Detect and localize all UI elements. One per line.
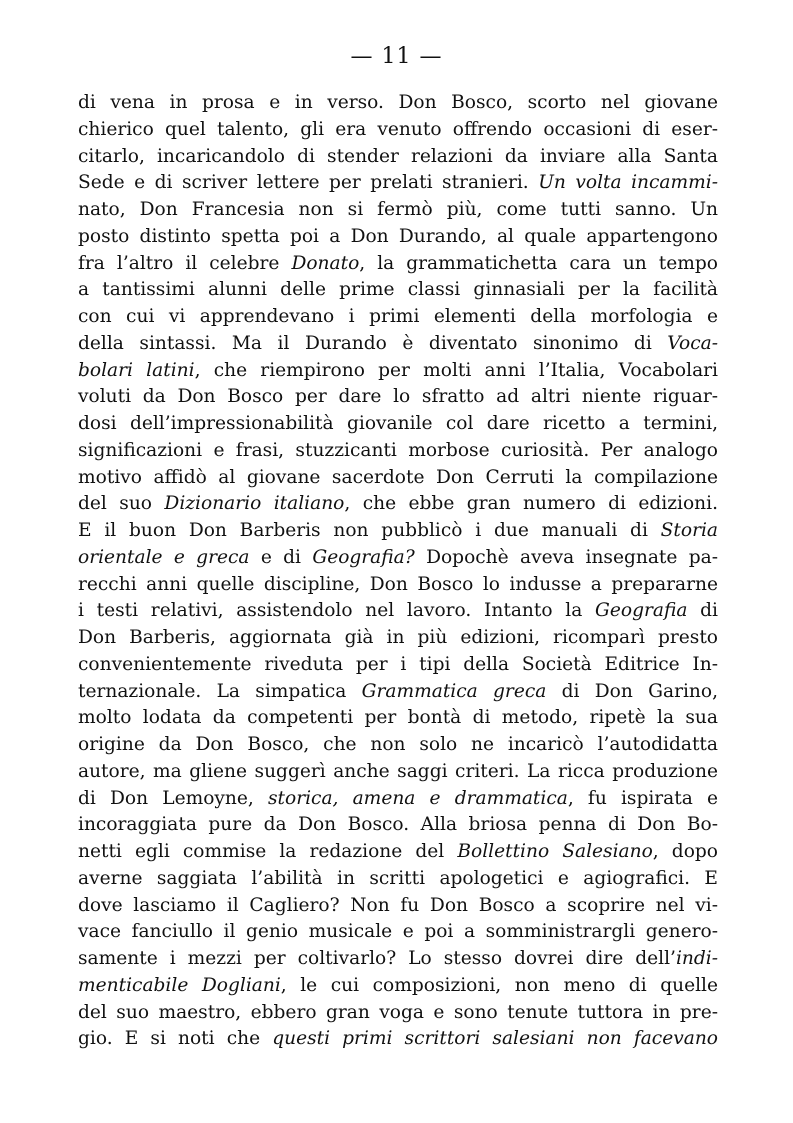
text-line: chierico quel talento, gli era venuto offrendo occasioni di eser- — [78, 118, 718, 140]
text-line: di Don Lemoyne, storica, amena e drammatica, fu ispirata e — [78, 787, 718, 809]
text-line: molto lodata da competenti per bontà di metodo, ripetè la sua — [78, 707, 718, 729]
text-line: i testi relativi, assistendolo nel lavoro. Intanto la Geografia di — [78, 600, 718, 622]
text-line: incoraggiata pure da Don Bosco. Alla briosa penna di Don Bo- — [78, 814, 718, 836]
text-line: motivo affidò al giovane sacerdote Don Cerruti la compilazione — [78, 466, 718, 488]
text-line: orientale e greca e di Geografia? Dopochè aveva insegnate pa- — [78, 546, 719, 568]
text-line: dove lasciamo il Cagliero? Non fu Don Bosco a scoprire nel vi- — [78, 894, 718, 916]
text-line: Sede e di scriver lettere per prelati stranieri. Un volta incammi- — [78, 172, 718, 194]
text-line: di vena in prosa e in verso. Don Bosco, scorto nel giovane — [78, 92, 718, 113]
text-line: origine da Don Bosco, che non solo ne incaricò l’autodidatta — [78, 734, 718, 755]
text-line: della sintassi. Ma il Durando è diventato sinonimo di Voca- — [78, 332, 718, 354]
text-line: autore, ma gliene suggerì anche saggi criteri. La ricca produzione — [78, 760, 718, 782]
text-line: bolari latini, che riempirono per molti anni l’Italia, Vocabolari — [78, 359, 718, 381]
text-line: recchi anni quelle discipline, Don Bosco lo indusse a prepararne — [78, 573, 718, 595]
text-line: fra l’altro il celebre Donato, la grammatichetta cara un tempo — [78, 252, 719, 274]
text-line: del suo Dizionario italiano, che ebbe gran numero di edizioni. — [78, 493, 718, 515]
body-text — [78, 90, 718, 1053]
text-line: citarlo, incaricandolo di stender relazioni da inviare alla Santa — [78, 145, 718, 167]
text-line: del suo maestro, ebbero gran voga e sono tenute tuttora in pre- — [78, 1001, 718, 1023]
text-line: ternazionale. La simpatica Grammatica greca di Don Garino, — [78, 680, 718, 702]
text-line: samente i mezzi per coltivarlo? Lo stesso dovrei dire dell’indi- — [78, 948, 718, 969]
text-line: a tantissimi alunni delle prime classi ginnasiali per la facilità — [78, 279, 718, 301]
text-line: convenientemente riveduta per i tipi della Società Editrice In- — [78, 653, 718, 675]
text-line: menticabile Dogliani, le cui composizioni, non meno di quelle — [78, 974, 718, 996]
text-line: con cui vi apprendevano i primi elementi della morfologia e — [78, 306, 718, 327]
text-line: posto distinto spetta poi a Don Durando, al quale appartengono — [78, 225, 718, 247]
page-number: — 11 — — [350, 44, 443, 69]
text-line: vace fanciullo il genio musicale e poi a somministrargli genero- — [78, 921, 718, 943]
text-line: averne saggiata l’abilità in scritti apologetici e agiografici. E — [78, 867, 718, 889]
text-line: voluti da Don Bosco per dare lo sfratto ad altri niente riguar- — [78, 386, 718, 408]
text-line: gio. E si noti che questi primi scrittori salesiani non facevano — [78, 1028, 718, 1050]
text-line: Don Barberis, aggiornata già in più edizioni, ricomparì presto — [78, 627, 718, 648]
text-line: nato, Don Francesia non si fermò più, come tutti sanno. Un — [78, 199, 718, 220]
text-line: E il buon Don Barberis non pubblicò i due manuali di Storia — [78, 520, 718, 541]
text-line: significazioni e frasi, stuzzicanti morbose curiosità. Per analogo — [78, 439, 718, 461]
text-line: netti egli commise la redazione del Bollettino Salesiano, dopo — [78, 841, 718, 862]
text-line: dosi dell’impressionabilità giovanile col dare ricetto a termini, — [78, 413, 718, 434]
